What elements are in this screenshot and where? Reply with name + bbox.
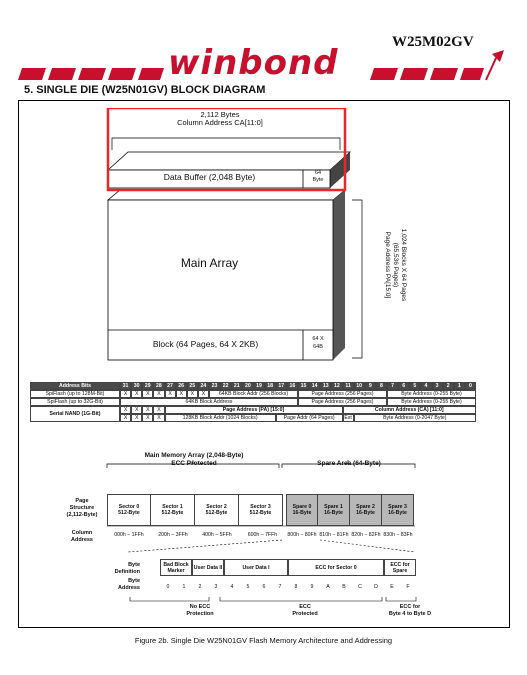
bit-number: 1 <box>454 382 465 390</box>
byte-address: 7 <box>278 584 282 590</box>
spare-1 <box>318 494 350 526</box>
bit-number: 23 <box>209 382 220 390</box>
side-label-blocks: 1,024 Blocks X 64 Pages <box>400 228 407 302</box>
byte-address-field: Byte Address (0-255 Byte) <box>387 398 476 406</box>
dont-care-bit: X <box>120 414 131 422</box>
sector-2 <box>195 494 239 526</box>
die-diagram <box>100 108 390 378</box>
column-address-row-label-2: Address <box>70 537 93 543</box>
bit-number: 16 <box>287 382 298 390</box>
byte-address: 3 <box>214 584 218 590</box>
dont-care-bit: X <box>198 390 209 398</box>
byte-definition-cell: User Data II <box>192 559 224 576</box>
sector-name: Sector 1 <box>162 504 183 510</box>
main-memory-subtitle: ECC Protected <box>171 460 217 467</box>
bit-number: 2 <box>443 382 454 390</box>
byte-definition-label-2: Definition <box>114 569 140 575</box>
ecc-protected-note-2: Protected <box>292 611 318 617</box>
sector-size: 512-Byte <box>118 510 140 516</box>
dont-care-bit: X <box>142 406 153 414</box>
column-address-row-label-1: Column <box>71 530 93 536</box>
byte-address: 8 <box>294 584 298 590</box>
byte-definition-cell: ECC for Spare <box>384 559 416 576</box>
sector-size: 512-Byte <box>249 510 272 516</box>
block-spare-label: 64 X <box>312 336 324 342</box>
byte-address: B <box>342 584 346 590</box>
byte-address-row <box>160 582 416 592</box>
buffer-width-label: 2,112 Bytes <box>200 110 240 119</box>
page-address-field: Page Address (256 Pages) <box>298 398 387 406</box>
row-label-serial-nand: Serial NAND (1G-Bit) <box>30 406 120 422</box>
bit-number: 24 <box>198 382 209 390</box>
spare-3 <box>382 494 414 526</box>
dont-care-bit: X <box>131 390 142 398</box>
side-label-pages: (65,536 Pages) <box>392 242 399 288</box>
bit-number: 3 <box>432 382 443 390</box>
byte-address-label-2: Address <box>117 585 140 591</box>
sector-size: 512-Byte <box>161 510 184 516</box>
row-label-spiflash-32g: SpiFlash (up to 32G-Bit) <box>30 398 120 406</box>
block-label: Block (64 Pages, 64 X 2KB) <box>152 339 259 349</box>
column-address-ca-field: Column Address (CA) [11:0] <box>343 406 477 414</box>
page-structure-row <box>107 494 417 526</box>
no-ecc-note-1: No ECC <box>189 604 211 610</box>
dont-care-bit: X <box>131 414 142 422</box>
bit-number: 29 <box>142 382 153 390</box>
dont-care-bit: X <box>142 390 153 398</box>
bit-number: 13 <box>320 382 331 390</box>
block-spare-unit: 64B <box>313 344 323 350</box>
byte-address: F <box>406 584 410 590</box>
column-address-range: 000h – 1FFh <box>114 532 144 538</box>
bit-number: 18 <box>265 382 276 390</box>
bit-number: 8 <box>376 382 387 390</box>
spare-size: 16-Byte <box>324 510 343 516</box>
main-array-label: Main Array <box>180 256 239 270</box>
page-structure-label-1: Page <box>75 498 89 504</box>
byte-address-field: Byte Address (0-2047 Byte) <box>354 414 476 422</box>
bit-number: 21 <box>231 382 242 390</box>
main-memory-title: Main Memory Array (2,048-Byte) <box>144 452 244 459</box>
byte-definition-cell: ECC for Sector 0 <box>288 559 384 576</box>
byte-address: 1 <box>182 584 186 590</box>
sector-name: Sector 3 <box>250 504 271 510</box>
column-address-range: 810h – 81Fh <box>319 532 349 538</box>
bit-number: 31 <box>120 382 131 390</box>
byte-address: 4 <box>230 584 234 590</box>
byte-definition-label-1: Byte <box>128 562 140 568</box>
bit-number: 5 <box>409 382 420 390</box>
spare-2 <box>350 494 382 526</box>
column-address-range: 200h – 3FFh <box>158 532 188 538</box>
spare-name: Spare 3 <box>388 504 407 510</box>
dont-care-bit: X <box>131 406 142 414</box>
column-address-range: 400h – 5FFh <box>202 532 232 538</box>
bit-number: 17 <box>276 382 287 390</box>
byte-address: 5 <box>246 584 250 590</box>
page-structure-label-2: Structure <box>69 505 95 511</box>
byte-address: D <box>374 584 378 590</box>
sector-0 <box>107 494 151 526</box>
column-address-range: 600h – 7FFh <box>247 532 278 538</box>
column-address-range: 800h – 80Fh <box>287 532 317 538</box>
bit-number: 6 <box>398 382 409 390</box>
byte-address: 9 <box>310 584 314 590</box>
spare-name: Spare 2 <box>356 504 375 510</box>
bit-number: 14 <box>309 382 320 390</box>
byte-definition-cell: Bad Block Marker <box>160 559 192 576</box>
data-buffer-label: Data Buffer (2,048 Byte) <box>163 172 256 182</box>
dont-care-bit: X <box>120 390 131 398</box>
bit-number: 7 <box>387 382 398 390</box>
bit-number: 30 <box>131 382 142 390</box>
byte-address-field: Byte Address (0-255 Byte) <box>387 390 476 398</box>
sector-1 <box>151 494 195 526</box>
block-address-field: 64KB Block Address <box>120 398 298 406</box>
dont-care-bit: X <box>187 390 198 398</box>
page-address-field: Page Addr (64 Pages) <box>276 414 343 422</box>
column-address-range: 830h – 83Fh <box>383 532 413 538</box>
sector-size: 512-Byte <box>205 510 228 516</box>
ecc-protected-note-1: ECC <box>299 604 311 610</box>
dont-care-bit: X <box>142 414 153 422</box>
dont-care-bit: X <box>153 406 164 414</box>
ecc-spare-note-1: ECC for <box>399 604 421 610</box>
page-address-pa-field: Page Address (PA) [15:0] <box>165 406 343 414</box>
byte-definition-row <box>160 559 416 576</box>
byte-address: 6 <box>262 584 266 590</box>
byte-definition-cell: User Data I <box>224 559 288 576</box>
byte-address: 0 <box>166 584 170 590</box>
sector-name: Sector 2 <box>206 504 227 510</box>
buffer-spare-label: 64 <box>314 170 322 176</box>
column-address-row <box>107 530 417 540</box>
spare-name: Spare 1 <box>324 504 343 510</box>
part-number: W25M02GV <box>392 34 474 50</box>
bit-number: 19 <box>254 382 265 390</box>
page-structure-label-3: (2,112-Byte) <box>66 512 98 518</box>
bit-number: 12 <box>331 382 342 390</box>
block-address-field: 128KB Block Addr (1024 Blocks) <box>165 414 276 422</box>
bit-number: 11 <box>343 382 354 390</box>
figure-caption: Figure 2b. Single Die W25N01GV Flash Memory Architecture and Addressing <box>134 636 393 645</box>
byte-address: 2 <box>198 584 202 590</box>
byte-address: E <box>390 584 394 590</box>
spare-name: Spare 0 <box>292 504 312 510</box>
dont-care-bit: X <box>165 390 176 398</box>
bit-number: 9 <box>365 382 376 390</box>
dont-care-bit: X <box>120 406 131 414</box>
column-address-range: 820h – 82Fh <box>351 532 381 538</box>
side-labels <box>367 200 487 320</box>
bit-number: 26 <box>176 382 187 390</box>
address-bits-table <box>30 382 478 426</box>
bit-number: 28 <box>153 382 164 390</box>
no-ecc-note-2: Protection <box>186 611 214 617</box>
bit-number: 0 <box>465 382 476 390</box>
byte-address-label-1: Byte <box>128 578 140 584</box>
block-address-field: 64KB Block Addr (256 Blocks) <box>209 390 298 398</box>
dont-care-bit: X <box>153 414 164 422</box>
brand-logo: winbond <box>168 43 339 83</box>
bit-number: 27 <box>165 382 176 390</box>
section-title: 5. SINGLE DIE (W25N01GV) BLOCK DIAGRAM <box>24 84 266 96</box>
page-address-field: Page Address (256 Pages) <box>298 390 387 398</box>
spare-size: 16-Byte <box>292 510 312 516</box>
byte-address: A <box>326 584 330 590</box>
side-label-page-address: Page Address PA[15:0] <box>384 231 391 299</box>
sector-name: Sector 0 <box>118 504 140 510</box>
bit-number: 4 <box>420 382 431 390</box>
buffer-spare-unit: Byte <box>312 177 324 183</box>
bit-number: 25 <box>187 382 198 390</box>
ecc-spare-note-2: Byte 4 to Byte D <box>388 611 432 617</box>
ext-bit-field: Ext <box>344 415 352 421</box>
byte-address: C <box>358 584 362 590</box>
dont-care-bit: X <box>153 390 164 398</box>
column-address-label: Column Address CA[11:0] <box>177 118 263 127</box>
row-label-spiflash-128m: SpiFlash (up to 128M-Bit) <box>30 390 120 398</box>
spare-area-title: Spare Area (64-Byte) <box>317 460 381 467</box>
bit-number: 20 <box>242 382 253 390</box>
address-bits-header: Address Bits <box>30 382 120 390</box>
bit-number: 10 <box>354 382 365 390</box>
sector-3 <box>239 494 283 526</box>
spare-0 <box>286 494 318 526</box>
bit-number: 15 <box>298 382 309 390</box>
spare-size: 16-Byte <box>388 510 407 516</box>
bit-number: 22 <box>220 382 231 390</box>
spare-size: 16-Byte <box>356 510 375 516</box>
dont-care-bit: X <box>176 390 187 398</box>
